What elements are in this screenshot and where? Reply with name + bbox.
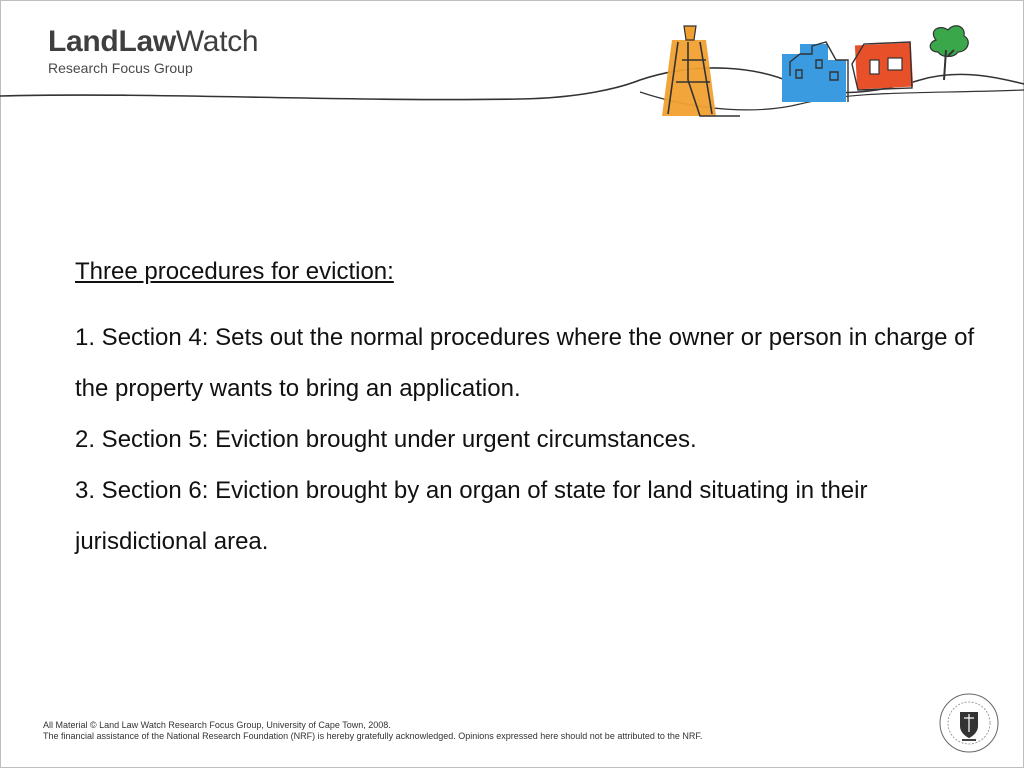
- footer: [43, 720, 702, 742]
- tree-icon: [930, 26, 968, 80]
- city-buildings-icon: [782, 42, 848, 102]
- header-illustration: [0, 20, 1024, 130]
- content-body: [75, 252, 995, 567]
- logo-title-bold: LandLaw: [48, 25, 176, 58]
- procedure-item-2: 2. Section 5: Eviction brought under urgent circumstances.: [75, 426, 697, 453]
- footer-copyright: All Material © Land Law Watch Research Focus Group, University of Cape Town, 2008.: [43, 720, 391, 730]
- house-icon: [852, 42, 913, 90]
- content-heading: Three procedures for eviction:: [75, 258, 394, 285]
- footer-acknowledgement: The financial assistance of the National Research Foundation (NRF) is hereby gratefully acknowledged. Opinions expressed here should not be attributed to the NRF.: [43, 731, 703, 741]
- logo-title-light: Watch: [175, 25, 259, 58]
- procedure-item-1: 1. Section 4: Sets out the normal procedures where the owner or person in charge of the property wants to bring an application.: [75, 324, 975, 402]
- procedure-item-3: 3. Section 6: Eviction brought by an organ of state for land situating in their jurisdictional area.: [75, 477, 868, 555]
- university-seal-icon: [938, 692, 1000, 754]
- logo-subtitle: Research Focus Group: [48, 60, 193, 76]
- mine-headgear-icon: [662, 26, 740, 116]
